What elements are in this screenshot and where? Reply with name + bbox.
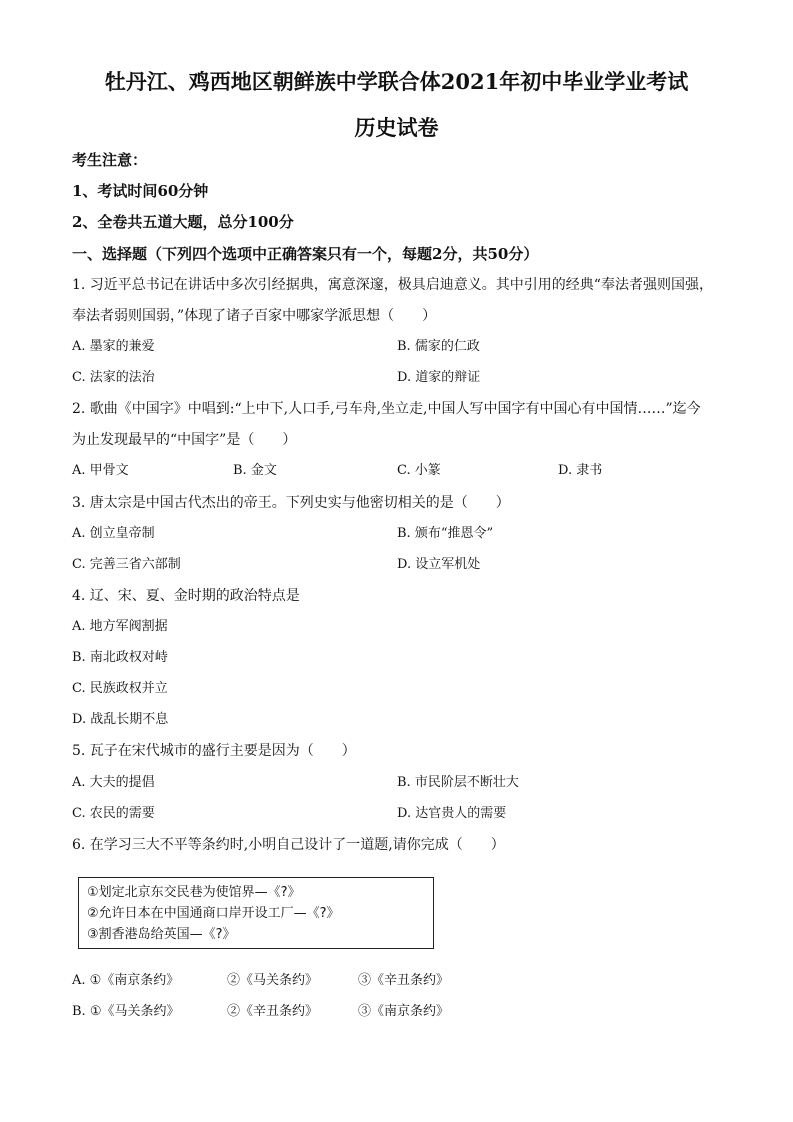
question-2-line-2: 为止发现最早的“中国字”是（ ） (72, 432, 297, 448)
question-5-option-c: C. 农民的需要 (72, 806, 155, 821)
question-2-option-d: D. 隶书 (558, 463, 603, 478)
question-6-option-a-3: ③《辛丑条约》 (358, 973, 450, 988)
question-4-line-1: 4. 辽、宋、夏、金时期的政治特点是 (72, 588, 300, 604)
question-3-option-c: C. 完善三省六部制 (72, 557, 181, 572)
notice-item-2: 2、全卷共五道大题，总分100分 (72, 213, 294, 231)
question-2-option-b: B. 金文 (233, 463, 277, 478)
section-heading: 一、选择题（下列四个选项中正确答案只有一个，每题2分，共50分） (72, 245, 539, 263)
question-4-option-b: B. 南北政权对峙 (72, 650, 168, 665)
question-5-line-1: 5. 瓦子在宋代城市的盛行主要是因为（ ） (72, 743, 356, 759)
question-2-line-1: 2. 歌曲《中国字》中唱到:“上中下,人口手,弓车舟,坐立走,中国人写中国字有中国心有中国情……”迄今 (72, 401, 701, 417)
question-4-option-a: A. 地方军阀割据 (72, 619, 168, 634)
question-6-prompt-box (78, 877, 434, 949)
question-6-option-b-3: ③《南京条约》 (358, 1004, 450, 1019)
exam-title: 牡丹江、鸡西地区朝鲜族中学联合体2021年初中毕业学业考试 (104, 69, 689, 94)
question-6-line-1: 6. 在学习三大不平等条约时,小明自己设计了一道题,请你完成（ ） (72, 837, 505, 853)
question-6-option-a-2: ②《马关条约》 (227, 973, 319, 988)
question-3-line-1: 3. 唐太宗是中国古代杰出的帝王。下列史实与他密切相关的是（ ） (72, 495, 510, 511)
question-1-option-b: B. 儒家的仁政 (397, 339, 480, 354)
question-6-box-line-3: ③割香港岛给英国—《?》 (87, 927, 236, 942)
question-3-option-b: B. 颁布“推恩令” (397, 526, 494, 541)
question-1-option-c: C. 法家的法治 (72, 370, 155, 385)
question-6-option-b-1: B. ①《马关条约》 (72, 1004, 180, 1019)
question-1-line-1: 1. 习近平总书记在讲话中多次引经据典，寓意深邃，极具启迪意义。其中引用的经典“奉法者强则国强， (72, 277, 713, 293)
question-4-option-c: C. 民族政权并立 (72, 681, 168, 696)
question-2-option-c: C. 小篆 (397, 463, 441, 478)
notice-item-1: 1、考试时间60分钟 (72, 182, 209, 200)
question-5-option-a: A. 大夫的提倡 (72, 775, 155, 790)
question-6-option-a-1: A. ①《南京条约》 (72, 973, 180, 988)
question-2-option-a: A. 甲骨文 (72, 463, 129, 478)
question-6-box-line-1: ①划定北京东交民巷为使馆界—《?》 (87, 885, 301, 900)
question-5-option-b: B. 市民阶层不断壮大 (397, 775, 519, 790)
question-3-option-d: D. 设立军机处 (397, 557, 481, 572)
question-1-option-a: A. 墨家的兼爱 (72, 339, 155, 354)
notice-heading: 考生注意： (72, 151, 148, 169)
question-1-option-d: D. 道家的辩证 (397, 370, 481, 385)
question-4-option-d: D. 战乱长期不息 (72, 712, 169, 727)
question-5-option-d: D. 达官贵人的需要 (397, 806, 507, 821)
question-3-option-a: A. 创立皇帝制 (72, 526, 155, 541)
exam-subtitle: 历史试卷 (354, 115, 439, 140)
question-6-option-b-2: ②《辛丑条约》 (227, 1004, 319, 1019)
question-1-line-2: 奉法者弱则国弱，”体现了诸子百家中哪家学派思想（ ） (72, 308, 437, 324)
question-6-box-line-2: ②允许日本在中国通商口岸开设工厂—《?》 (87, 906, 340, 921)
